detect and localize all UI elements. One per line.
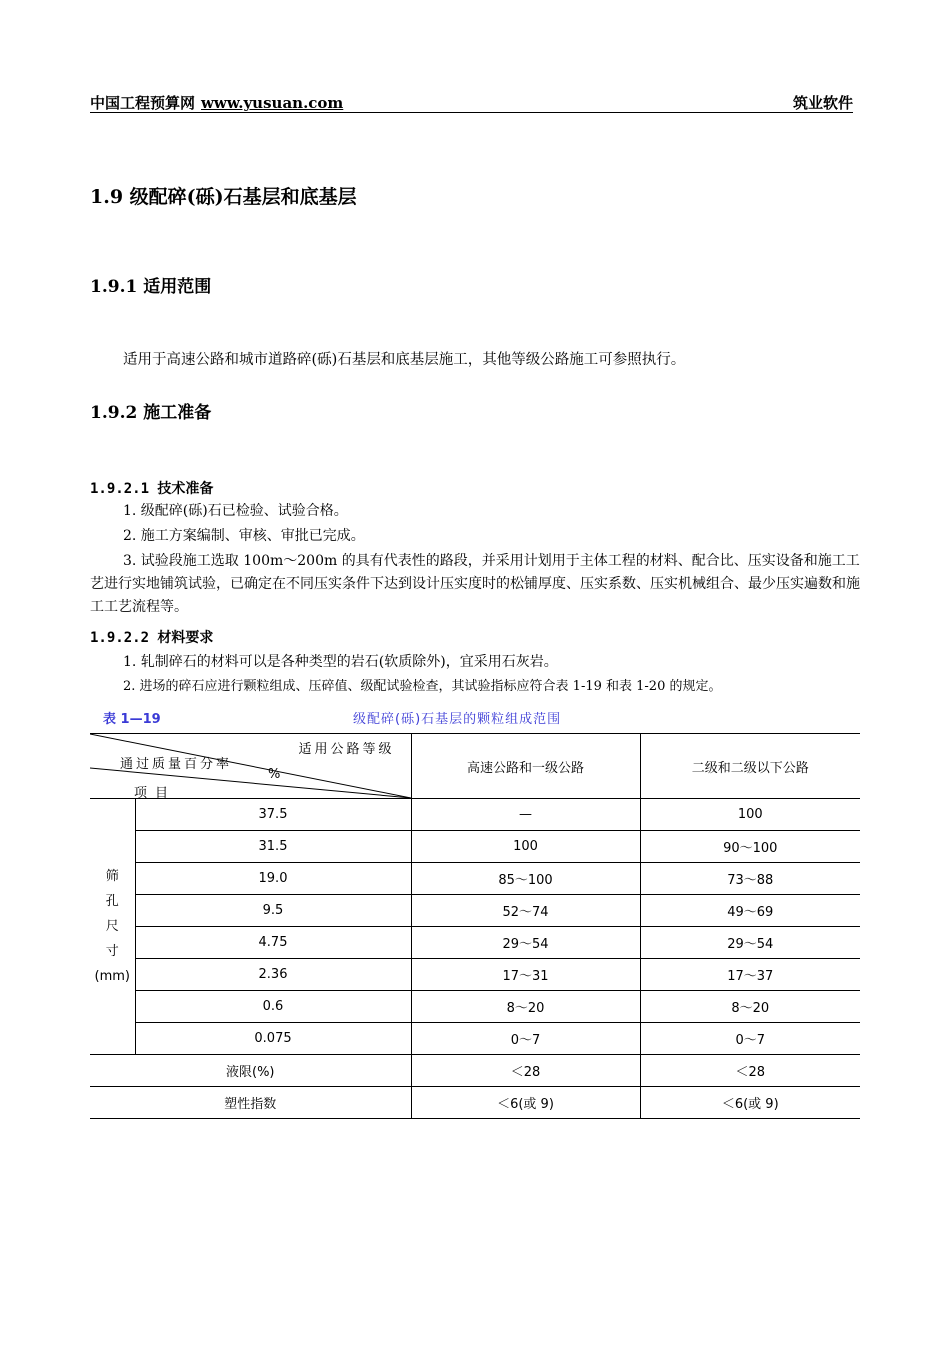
table-title: 级配碎(砾)石基层的颗粒组成范围: [353, 712, 562, 727]
sieve-size: 31.5: [135, 831, 411, 863]
table-row: [90, 959, 860, 991]
column-header-highway: 高速公路和一级公路: [411, 734, 640, 799]
table-header-row: [90, 734, 860, 799]
corner-cell: [90, 734, 411, 799]
table-row: [90, 895, 860, 927]
secondary-value: 29～54: [640, 927, 860, 959]
section-title: 1.9 级配碎(砾)石基层和底基层: [90, 186, 357, 208]
sieve-size: 0.075: [135, 1023, 411, 1055]
highway-value: 29～54: [411, 927, 640, 959]
column-header-secondary: 二级和二级以下公路: [640, 734, 860, 799]
highway-value: 0～7: [411, 1023, 640, 1055]
sieve-size: 0.6: [135, 991, 411, 1023]
plasticity-row: [90, 1087, 860, 1119]
corner-unit-label: %: [268, 767, 281, 782]
corner-middle-label: 通过质量百分率: [120, 757, 233, 772]
highway-value: 85～100: [411, 863, 640, 895]
header-url-link[interactable]: www.yusuan.com: [201, 94, 344, 112]
liquid-limit-row: [90, 1055, 860, 1087]
secondary-value: 0～7: [640, 1023, 860, 1055]
tech-item-3: 3. 试验段施工选取 100m～200m 的具有代表性的路段，并采用计划用于主体工程的材料、配合比、压实设备和施工工艺进行实地铺筑试验，已确定在不同压实条件下达到设计压实度时的松铺厚度、压实系数、压实机械组合、最少压实遍数和施工工艺流程等。: [90, 553, 860, 615]
secondary-value: 8～20: [640, 991, 860, 1023]
header-left: [90, 92, 343, 113]
liquid-limit-label: 液限(%): [90, 1055, 411, 1087]
highway-value: —: [411, 799, 640, 831]
secondary-value: ＜6(或 9): [640, 1087, 860, 1119]
page-header: [90, 92, 853, 113]
sieve-size: 2.36: [135, 959, 411, 991]
table-number: 表 1—19: [103, 712, 161, 727]
table-row: [90, 1023, 860, 1055]
header-brand: 筑业软件: [792, 94, 853, 112]
secondary-value: 100: [640, 799, 860, 831]
scope-paragraph: 适用于高速公路和城市道路碎(砾)石基层和底基层施工，其他等级公路施工可参照执行。: [123, 352, 686, 368]
secondary-value: 17～37: [640, 959, 860, 991]
secondary-value: ＜28: [640, 1055, 860, 1087]
secondary-value: 90～100: [640, 831, 860, 863]
subsection-prep-title: 1.9.2 施工准备: [90, 403, 212, 423]
table-row: [90, 831, 860, 863]
subsection-scope-title: 1.9.1 适用范围: [90, 277, 212, 297]
material-item-1: 1. 轧制碎石的材料可以是各种类型的岩石(软质除外)，宜采用石灰岩。: [123, 654, 558, 670]
material-heading: 1.9.2.2 材料要求: [90, 630, 214, 646]
gradation-table: [90, 733, 860, 1119]
corner-top-label: 适用公路等级: [298, 742, 395, 757]
sieve-size: 9.5: [135, 895, 411, 927]
table-caption: [103, 708, 623, 728]
highway-value: 100: [411, 831, 640, 863]
highway-value: ＜28: [411, 1055, 640, 1087]
highway-value: ＜6(或 9): [411, 1087, 640, 1119]
table-row: [90, 927, 860, 959]
highway-value: 17～31: [411, 959, 640, 991]
material-item-2: 2. 进场的碎石应进行颗粒组成、压碎值、级配试验检查，其试验指标应符合表 1-19 和表 1-20 的规定。: [123, 679, 722, 694]
secondary-value: 73～88: [640, 863, 860, 895]
table-row: [90, 991, 860, 1023]
table-row: [90, 863, 860, 895]
table-row: [90, 799, 860, 831]
highway-value: 52～74: [411, 895, 640, 927]
corner-bottom-label: 项目: [134, 786, 177, 801]
sieve-group-label: 筛 孔 尺 寸 (mm): [90, 799, 135, 1055]
sieve-size: 37.5: [135, 799, 411, 831]
tech-prep-heading: 1.9.2.1 技术准备: [90, 481, 214, 497]
sieve-size: 19.0: [135, 863, 411, 895]
plasticity-label: 塑性指数: [90, 1087, 411, 1119]
header-site: 中国工程预算网: [90, 94, 196, 112]
secondary-value: 49～69: [640, 895, 860, 927]
tech-item-1: 1. 级配碎(砾)石已检验、试验合格。: [123, 503, 348, 519]
highway-value: 8～20: [411, 991, 640, 1023]
tech-item-2: 2. 施工方案编制、审核、审批已完成。: [123, 528, 365, 544]
sieve-size: 4.75: [135, 927, 411, 959]
